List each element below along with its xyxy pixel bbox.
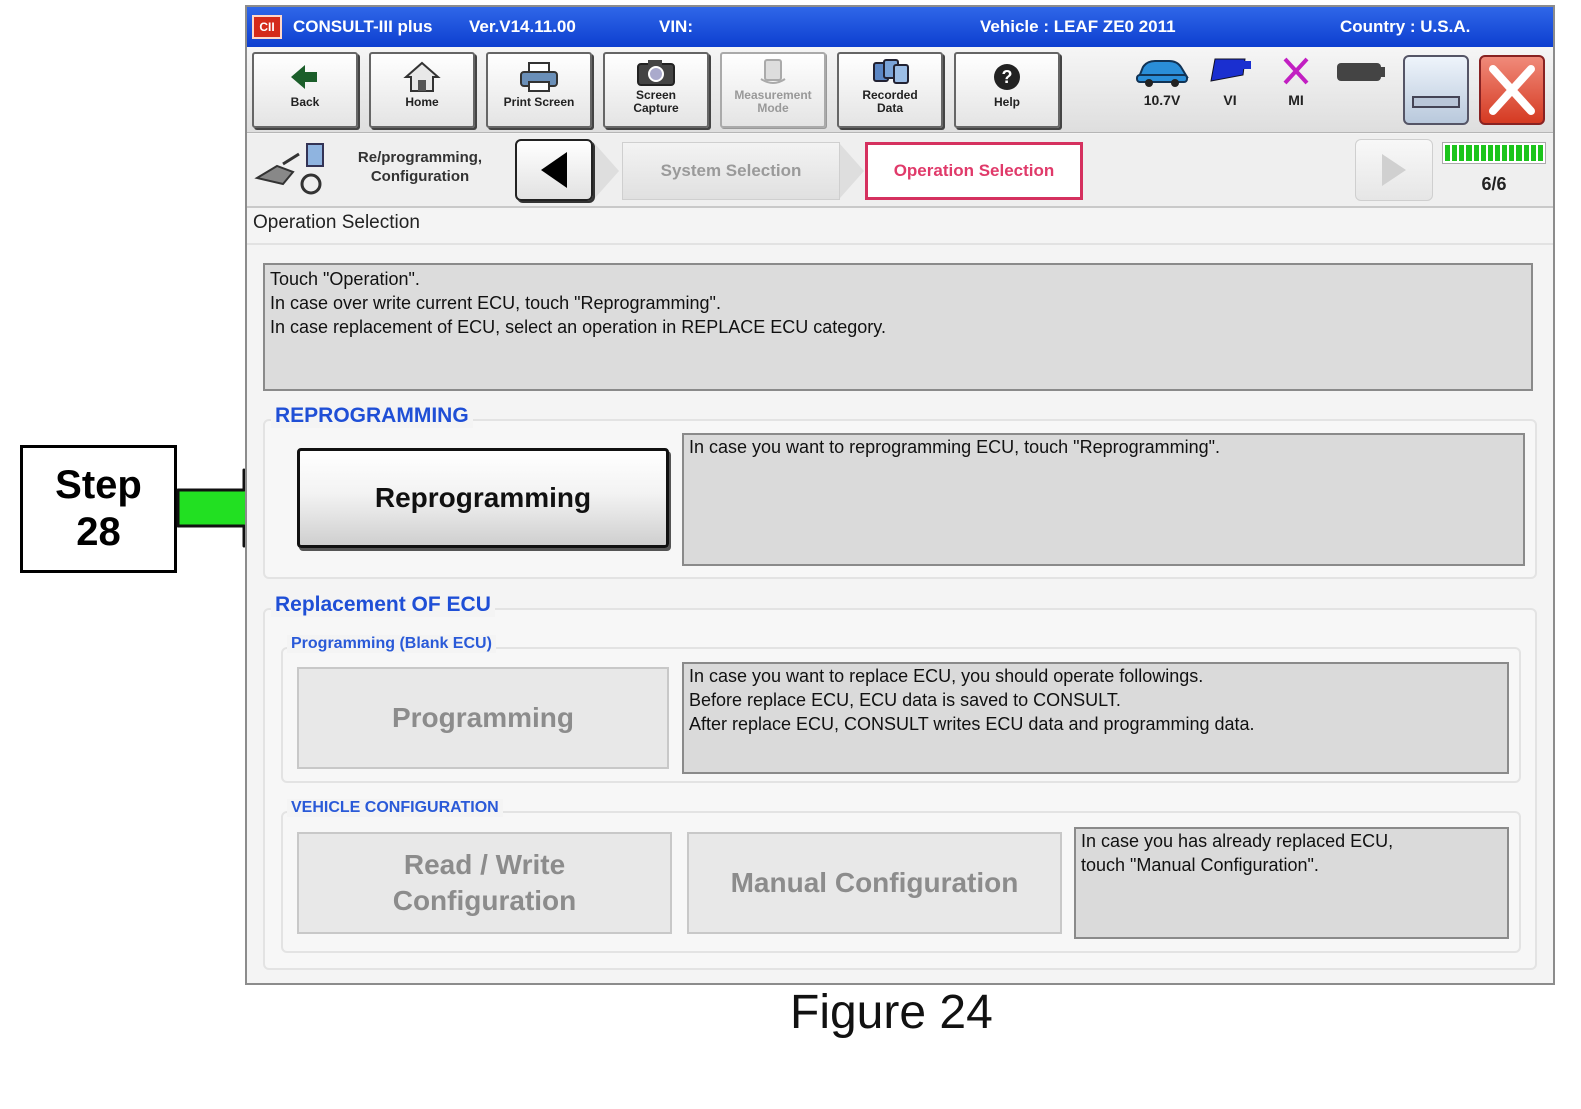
screen-title: Operation Selection	[253, 212, 420, 233]
print-screen-label: Print Screen	[503, 95, 575, 109]
programming-description	[682, 662, 1509, 774]
svg-text:?: ?	[1001, 67, 1013, 87]
vehicle-configuration-description	[1074, 827, 1509, 939]
tab-system-selection[interactable]: System Selection	[622, 142, 840, 200]
help-button[interactable]	[954, 52, 1060, 128]
close-icon	[1481, 57, 1543, 123]
minimize-icon	[1405, 57, 1467, 123]
vi-connector-icon	[1205, 55, 1255, 89]
vin-label: VIN:	[659, 17, 693, 36]
programming-description-line: In case you want to replace ECU, you should operate followings.	[689, 666, 1204, 686]
step-callout-line2: 28	[76, 510, 121, 554]
home-button[interactable]	[369, 52, 475, 128]
title-bar	[247, 7, 1553, 47]
previous-step-button[interactable]	[515, 139, 593, 201]
programming-description-line: After replace ECU, CONSULT writes ECU data and programming data.	[689, 714, 1255, 734]
vi-label: VI	[1223, 92, 1237, 108]
car-icon	[1133, 55, 1191, 89]
programming-description-line: Before replace ECU, ECU data is saved to CONSULT.	[689, 690, 1121, 710]
back-arrow-icon	[285, 60, 325, 94]
voltage-value: 10.7V	[1143, 92, 1181, 108]
measurement-mode-button[interactable]	[720, 52, 826, 128]
figure-caption: Figure 24	[790, 986, 993, 1039]
mi-label: MI	[1288, 92, 1304, 108]
minimize-button[interactable]	[1403, 55, 1469, 125]
connection-status	[1335, 55, 1387, 92]
battery-voltage-status	[1132, 55, 1192, 108]
read-write-configuration-label-line1: Read / Write	[403, 849, 566, 880]
reprogramming-button[interactable]: Reprogramming	[297, 448, 669, 548]
step-progress-bar	[1442, 142, 1546, 164]
measurement-mode-label: Measurement Mode	[734, 88, 812, 115]
home-button-label: Home	[405, 95, 439, 109]
read-write-configuration-label-line2: Configuration	[392, 885, 577, 916]
instruction-line: In case replacement of ECU, select an operation in REPLACE ECU category.	[270, 317, 886, 337]
vehicle-configuration-description-line: touch "Manual Configuration".	[1081, 855, 1319, 875]
programming-subgroup-title: Programming (Blank ECU)	[287, 635, 496, 653]
manual-configuration-button[interactable]: Manual Configuration	[687, 832, 1062, 934]
recorded-data-label: Recorded Data	[862, 88, 918, 115]
mi-disconnected-icon	[1271, 55, 1321, 89]
step-callout-line1: Step	[55, 463, 142, 507]
app-logo-icon: CII	[252, 15, 282, 39]
section-label	[337, 148, 503, 186]
reprogramming-description: In case you want to reprogramming ECU, touch "Reprogramming".	[682, 433, 1525, 566]
measurement-icon	[753, 57, 793, 87]
help-button-label: Help	[993, 95, 1020, 109]
arrow-left-icon	[517, 141, 591, 199]
camera-icon	[634, 57, 678, 87]
vi-status	[1205, 55, 1255, 108]
programming-button[interactable]: Programming	[297, 667, 669, 769]
toolbar	[247, 47, 1553, 133]
instruction-line: Touch "Operation".	[270, 269, 420, 289]
close-button[interactable]	[1479, 55, 1545, 125]
mi-status	[1271, 55, 1321, 108]
next-step-button[interactable]	[1355, 139, 1433, 201]
instruction-box	[263, 263, 1533, 391]
chevron-right-icon	[840, 144, 866, 198]
tab-operation-selection[interactable]: Operation Selection	[865, 142, 1083, 200]
app-version: Ver.V14.11.00	[469, 17, 576, 36]
step-callout-box	[20, 445, 177, 573]
help-icon	[987, 60, 1027, 94]
home-icon	[402, 60, 442, 94]
back-button-label: Back	[290, 95, 320, 109]
screen-capture-label: Screen Capture	[633, 88, 679, 115]
country-label: Country : U.S.A.	[1340, 17, 1471, 36]
connector-icon	[1335, 55, 1387, 89]
chevron-right-icon	[595, 144, 621, 198]
arrow-right-icon	[1356, 140, 1432, 200]
step-progress-count: 6/6	[1481, 174, 1507, 194]
app-name: CONSULT-III plus	[293, 17, 433, 36]
print-screen-button[interactable]	[486, 52, 592, 128]
title-divider	[247, 243, 1553, 245]
recorded-data-icon	[868, 57, 912, 87]
reprogramming-section-icon	[253, 140, 333, 200]
consult-window	[245, 5, 1555, 985]
vehicle-configuration-description-line: In case you has already replaced ECU,	[1081, 831, 1394, 851]
navigation-bar	[247, 134, 1553, 208]
reprogramming-group-title: REPROGRAMMING	[271, 404, 473, 428]
read-write-configuration-button[interactable]	[297, 832, 672, 934]
section-label-line2: Configuration	[370, 168, 470, 185]
replacement-group-title: Replacement OF ECU	[271, 593, 495, 617]
vehicle-configuration-subgroup-title: VEHICLE CONFIGURATION	[287, 799, 503, 817]
recorded-data-button[interactable]	[837, 52, 943, 128]
instruction-line: In case over write current ECU, touch "Reprogramming".	[270, 293, 721, 313]
printer-icon	[517, 60, 561, 94]
section-label-line1: Re/programming,	[357, 149, 483, 166]
screen-capture-button[interactable]	[603, 52, 709, 128]
vehicle-label: Vehicle : LEAF ZE0 2011	[980, 17, 1176, 36]
back-button[interactable]	[252, 52, 358, 128]
